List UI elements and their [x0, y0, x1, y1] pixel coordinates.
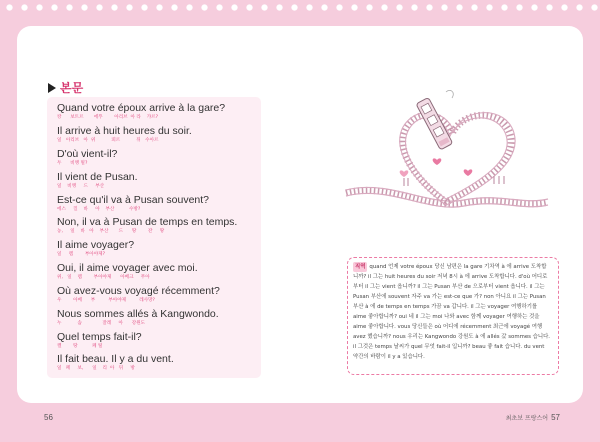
pronunciation-guide: 일 비앵 드 부산 — [57, 184, 105, 189]
polka-dot-border — [0, 0, 600, 14]
dialogue-line — [57, 102, 225, 121]
dialogue-line — [57, 148, 117, 167]
pronunciation-guide: 두 비앵 띨? — [57, 161, 88, 166]
french-sentence: Quand votre époux arrive à la gare? — [57, 102, 226, 114]
french-sentence: Il fait beau. Il y a du vent. — [57, 353, 174, 365]
page-footer-right — [506, 413, 560, 422]
literal-translation — [353, 262, 551, 362]
dialogue-line — [57, 171, 138, 190]
french-sentence: Il aime voyager? — [57, 239, 135, 251]
dialogue-line — [57, 285, 220, 304]
running-title: 최초보 프랑스어 — [505, 415, 549, 422]
french-sentence: Est-ce qu'il va à Pusan souvent? — [57, 194, 210, 206]
dialogue-line — [57, 194, 209, 213]
french-sentence: Non, il va à Pusan de temps en temps. — [57, 216, 238, 228]
dialogue-line — [57, 125, 192, 144]
page-number-left: 56 — [44, 413, 53, 422]
pronunciation-guide: 캉 보트르 에푸 아리브 아 라 갸르? — [57, 115, 159, 120]
pronunciation-guide: 위, 일 렘 부아야제 아베크 무아 — [57, 275, 150, 280]
dialogue-line — [57, 353, 174, 372]
dialogue-line — [57, 308, 219, 327]
dialogue-line — [57, 216, 237, 235]
page-number-right: 57 — [551, 413, 560, 422]
pronunciation-guide: 일 아리브 아 위 뙤르 뒤 수아르 — [57, 138, 159, 143]
translation-body: quand 언제 votre époux 당신 남편은 la gare 기차역 à 에 arrive 도착합니까? il 그는 huit heures du soir 저녁 8시 à 에 arrive 도착합니다. d'où 어디로부터 il 그는 vient 옵니까? il 그는 Pusan 부산 de 으로부터 vient 옵니다. il 그는 Pusan 부산에 souvent 자주 va 가는 est-ce que 가? non 아니요 il 그는 Pusan 부산 à 에 de temps en temps 가끔 va 갑니다. il 그는 voyager 여행하기를 aime 좋아합니까? oui 네 il 그는 moi 나와 avec 함께 voyager 여행하는 것을 aime 좋아합니다. vous 당신들은 où 어디에 récemment 최근에 voyagé 여행 avez 했습니까? nous 우리는 Kangwondo 강원도 à 에 allés 갔 sommes 습니다. il 그것은 temps 날씨가 quel 무엇 fait-il 입니까? beau 좋 fait 습니다. du vent 약간의 바람이 il y a 있습니다. — [353, 264, 550, 360]
french-sentence: Où avez-vous voyagé récemment? — [57, 285, 220, 297]
french-sentence: Nous sommes allés à Kangwondo. — [57, 308, 219, 320]
section-heading — [48, 79, 83, 96]
french-sentence: Oui, il aime voyager avec moi. — [57, 262, 198, 274]
translation-tag: 직역 — [355, 264, 366, 270]
dialogue-line — [57, 239, 134, 258]
pronunciation-guide: 우 아베 부 부아야제 레사망? — [57, 298, 155, 303]
pronunciation-guide: 일 페 보, 일 리 아 뒤 방 — [57, 366, 135, 371]
triangle-bullet-icon — [48, 83, 56, 93]
french-sentence: Il arrive à huit heures du soir. — [57, 125, 192, 137]
train-heart-track-illustration — [334, 90, 556, 230]
dialogue-line — [57, 331, 142, 350]
french-sentence: D'où vient-il? — [57, 148, 118, 160]
pronunciation-guide: 껠 땅 페 띨 — [57, 344, 103, 349]
dialogue-line — [57, 262, 198, 281]
section-title: 본문 — [60, 81, 84, 95]
pronunciation-guide: 누 솜 잘레 아 강원도 — [57, 321, 146, 326]
pronunciation-guide: 일 렘 부아야제? — [57, 252, 106, 257]
french-sentence: Quel temps fait-il? — [57, 331, 142, 343]
pronunciation-guide: 에스 낄 바 아 부산 수방? — [57, 207, 141, 212]
pronunciation-guide: 농, 일 바 아 부산 드 땅 잔 땅 — [57, 229, 165, 234]
french-sentence: Il vient de Pusan. — [57, 171, 138, 183]
